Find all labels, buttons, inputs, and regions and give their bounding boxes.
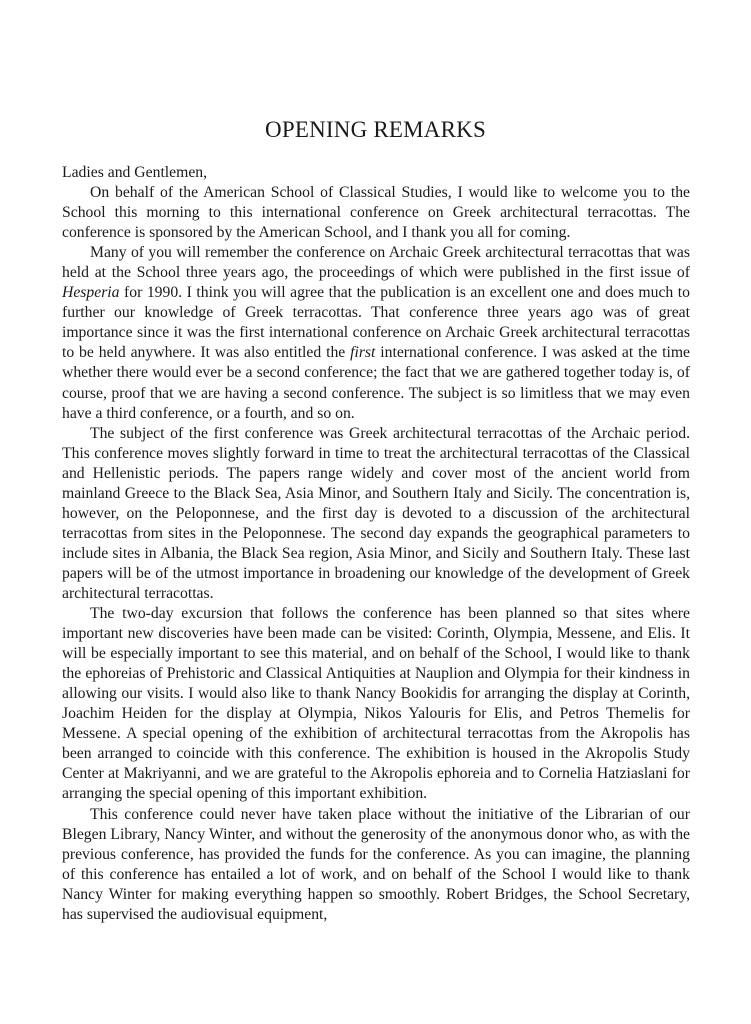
paragraph-welcome: On behalf of the American School of Classical Studies, I would like to welcome you to the School this morning to this international conference on Greek architectural terracottas. The conference is sponsored by the American School, and I thank you all for coming.: [62, 184, 690, 242]
salutation: Ladies and Gentlemen,: [62, 164, 208, 181]
paragraph-text: for 1990. I think you will agree that the publication is an excellent one and does much to further our knowledge of Greek terracottas. That conference three years ago was of great importance since it was the first international conference on Archaic Greek architectural terracottas to be held anywhere. It was also entitled the: [62, 284, 690, 362]
emphasis-first: first: [350, 344, 376, 362]
paragraph-text: Many of you will remember the conference on Archaic Greek architectural terracottas that was held at the School three years ago, the proceedings of which were published in the first issue of: [62, 244, 690, 282]
journal-title: Hesperia: [62, 284, 120, 302]
paragraph-previous-conference: [62, 243, 690, 423]
paragraph-conference-subject: The subject of the first conference was Greek architectural terracottas of the Archaic period. This conference moves slightly forward in time to treat the architectural terracottas of the Classical and Hellenistic periods. The papers range widely and cover most of the ancient world from mainland Greece to the Black Sea, Asia Minor, and Southern Italy and Sicily. The concentration is, however, on the Peloponnese, and the first day is devoted to a discussion of the architectural terracottas from sites in the Peloponnese. The second day expands the geographical parameters to include sites in Albania, the Black Sea region, Asia Minor, and Sicily and Southern Italy. These last papers will be of the utmost importance in broadening our knowledge of the development of Greek architectural terracottas.: [62, 424, 690, 602]
body-text: [62, 163, 690, 925]
paragraph-excursion: The two-day excursion that follows the conference has been planned so that sites where important new discoveries have been made can be visited: Corinth, Olympia, Messene, and Elis. It will be especially important to see this material, and on behalf of the School, I would like to thank the ephoreias of Prehistoric and Classical Antiquities at Nauplion and Olympia for their kindness in allowing our visits. I would also like to thank Nancy Bookidis for arranging the display at Corinth, Joachim Heiden for the display at Olympia, Nikos Yalouris for Elis, and Petros Themelis for Messene. A special opening of the exhibition of architectural terracottas from the Akropolis has been arranged to coincide with this conference. The exhibition is housed in the Akropolis Study Center at Makriyanni, and we are grateful to the Akropolis ephoreia and to Cornelia Hatziaslani for arranging the special opening of this important exhibition.: [62, 605, 690, 803]
paragraph-text: international conference. I was asked at the time whether there would ever be a second conference; the fact that we are gathered together today is, of course, proof that we are having a second conference. The subject is so limitless that we may even have a third conference, or a fourth, and so on.: [62, 344, 690, 422]
paragraph-acknowledgements: This conference could never have taken place without the initiative of the Librarian of our Blegen Library, Nancy Winter, and without the generosity of the anonymous donor who, as with the previous conference, has provided the funds for the conference. As you can imagine, the planning of this conference has entailed a lot of work, and on behalf of the School I would like to thank Nancy Winter for making everything happen so smoothly. Robert Bridges, the School Secretary, has supervised the audiovisual equipment,: [62, 805, 690, 923]
page-title: OPENING REMARKS: [265, 117, 486, 142]
